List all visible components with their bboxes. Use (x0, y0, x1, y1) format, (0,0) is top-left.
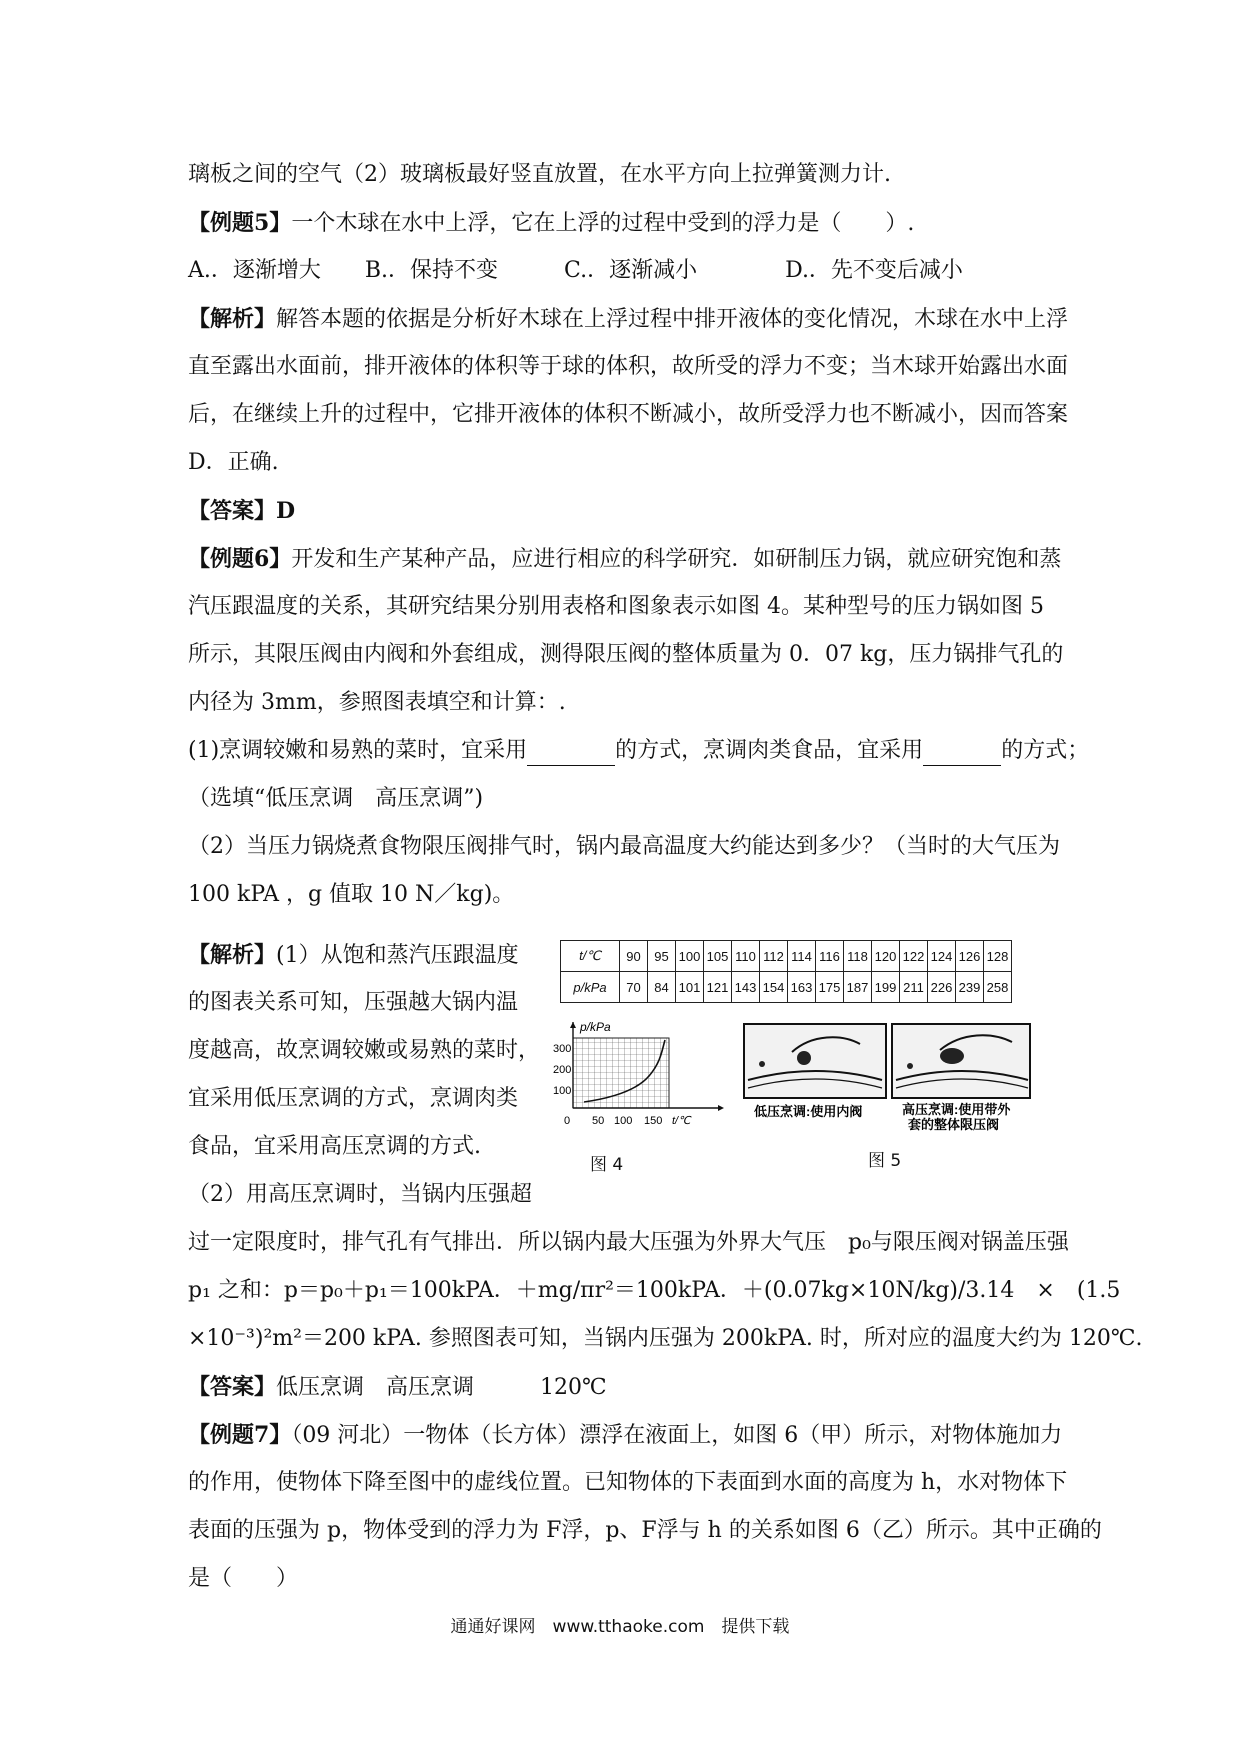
formula-line: ×10⁻³)²m²＝200 kPA. 参照图表可知，当锅内压强为 200kPA. 时，所对应的温度大约为 120℃. (188, 1326, 1143, 1351)
text-line: 过一定限度时，排气孔有气排出．所以锅内最大压强为外界大气压 p₀与限压阀对锅盖压强 (188, 1230, 1069, 1255)
example-5-heading: 【例题5】一个木球在水中上浮，它在上浮的过程中受到的浮力是（ ）. (188, 210, 915, 236)
text-line: 宜采用低压烹调的方式，烹调肉类 (188, 1086, 519, 1111)
table-cell: 121 (704, 972, 732, 1003)
table-cell: 199 (872, 972, 900, 1003)
figure-4-caption: 图 4 (590, 1155, 624, 1175)
text-line: 的图表关系可知，压强越大锅内温 (188, 990, 519, 1015)
example-6-heading: 【例题6】开发和生产某种产品，应进行相应的科学研究．如研制压力锅，就应研究饱和蒸 (188, 546, 1062, 572)
table-cell: 100 (676, 941, 704, 972)
tick-label: 150 (644, 1115, 663, 1127)
blank-1[interactable] (527, 743, 615, 766)
text-line: 璃板之间的空气（2）玻璃板最好竖直放置，在水平方向上拉弹簧测力计. (188, 162, 891, 187)
text-line: 后，在继续上升的过程中，它排开液体的体积不断减小，故所受浮力也不断减小，因而答案 (188, 402, 1069, 427)
table-cell: 126 (956, 941, 984, 972)
figure-5-illustration (742, 1022, 1032, 1132)
x-arrow (718, 1105, 724, 1111)
table-cell: 120 (872, 941, 900, 972)
text-line: 是（ ） (188, 1566, 299, 1591)
figure-5-caption: 图 5 (868, 1151, 902, 1171)
text-line: 100 kPA ，g 值取 10 N／kg)。 (188, 882, 515, 907)
graph-ylabel: p/kPa (580, 1020, 611, 1034)
table-cell: 116 (816, 941, 844, 972)
table-cell: 128 (984, 941, 1012, 972)
y-arrow (570, 1022, 576, 1028)
blank-2[interactable] (923, 743, 1001, 766)
table-cell: 175 (816, 972, 844, 1003)
figure-4-graph (552, 1018, 732, 1136)
table-cell: 163 (788, 972, 816, 1003)
inner-valve-icon (797, 1051, 811, 1065)
tick-label: 0 (564, 1115, 571, 1127)
table-row (561, 941, 1012, 972)
high-pressure-label-2: 套的整体限压阀 (908, 1117, 1000, 1132)
table-cell: 124 (928, 941, 956, 972)
analysis-line: 【解析】解答本题的依据是分析好木球在上浮过程中排开液体的变化情况，木球在水中上浮 (188, 306, 1069, 332)
tick-label: 300 (553, 1043, 572, 1055)
text-line: （2）当压力锅烧煮食物限压阀排气时，锅内最高温度大约能达到多少？（当时的大气压为 (188, 834, 1061, 859)
text-line: 食品，宜采用高压烹调的方式. (188, 1134, 481, 1159)
text-line: 汽压跟温度的关系，其研究结果分别用表格和图象表示如图 4。某种型号的压力锅如图 5 (188, 594, 1044, 619)
table-cell: 122 (900, 941, 928, 972)
text-line: 表面的压强为 p，物体受到的浮力为 F浮，p、F浮与 h 的关系如图 6（乙）所示。其中正确的 (188, 1518, 1102, 1543)
table-header-cell: t/℃ (561, 941, 620, 972)
table-cell: 70 (620, 972, 648, 1003)
table-cell: 258 (984, 972, 1012, 1003)
table-cell: 154 (760, 972, 788, 1003)
table-cell: 187 (844, 972, 872, 1003)
text-line: （选填“低压烹调 高压烹调”) (188, 786, 484, 811)
text-line: 内径为 3mm，参照图表填空和计算：. (188, 690, 566, 715)
table-cell: 226 (928, 972, 956, 1003)
table-cell: 114 (788, 941, 816, 972)
text-line: （2）用高压烹调时，当锅内压强超 (188, 1182, 532, 1207)
graph-grid (573, 1038, 669, 1108)
example-7-heading: 【例题7】（09 河北）一物体（长方体）漂浮在液面上，如图 6（甲）所示，对物体施加力 (188, 1422, 1063, 1448)
text-line: 所示，其限压阀由内阀和外套组成，测得限压阀的整体质量为 0．07 kg，压力锅排气孔的 (188, 642, 1064, 667)
text-line: D．正确. (188, 450, 279, 475)
options-line: A.．逐渐增大 B.．保持不变 C.．逐渐减小 D.．先不变后减小 (188, 258, 963, 283)
whole-valve-icon (940, 1048, 964, 1064)
table-cell: 90 (620, 941, 648, 972)
high-pressure-label: 高压烹调:使用带外 (902, 1102, 1011, 1117)
formula-line: p₁ 之和：p＝p₀＋p₁＝100kPA．＋mg/πr²＝100kPA．＋(0.07kg×10N/kg)/3.14 × (1.5 (188, 1278, 1121, 1303)
table-cell: 112 (760, 941, 788, 972)
text-line: 度越高，故烹调较嫩或易熟的菜时， (188, 1038, 541, 1063)
tick-label: 100 (553, 1085, 572, 1097)
table-cell: 211 (900, 972, 928, 1003)
tick-label: 100 (614, 1115, 633, 1127)
answer-line: 【答案】D (188, 498, 296, 524)
text-line: 直至露出水面前，排开液体的体积等于球的体积，故所受的浮力不变；当木球开始露出水面 (188, 354, 1069, 379)
table-cell: 110 (732, 941, 760, 972)
fill-blank-line: (1)烹调较嫩和易熟的菜时，宜采用 的方式，烹调肉类食品，宜采用 的方式； (188, 736, 1068, 766)
low-pressure-photo (744, 1024, 886, 1098)
table-cell: 95 (648, 941, 676, 972)
analysis-line: 【解析】(1）从饱和蒸汽压跟温度 (188, 942, 519, 968)
table-cell: 101 (676, 972, 704, 1003)
graph-xlabel: t/℃ (672, 1115, 691, 1127)
table-row (561, 972, 1012, 1003)
table-cell: 84 (648, 972, 676, 1003)
vapor-pressure-table (560, 940, 1012, 1003)
tick-label: 50 (592, 1115, 605, 1127)
answer-line: 【答案】低压烹调 高压烹调 120℃ (188, 1374, 607, 1400)
page-footer: 通通好课网 www.tthaoke.com 提供下载 (450, 1617, 790, 1637)
table-header-cell: p/kPa (561, 972, 620, 1003)
table-cell: 239 (956, 972, 984, 1003)
table-cell: 143 (732, 972, 760, 1003)
text-line: 的作用，使物体下降至图中的虚线位置。已知物体的下表面到水面的高度为 h，水对物体下 (188, 1470, 1068, 1495)
table-cell: 105 (704, 941, 732, 972)
tick-label: 200 (553, 1064, 572, 1076)
low-pressure-label: 低压烹调:使用内阀 (754, 1104, 863, 1119)
table-cell: 118 (844, 941, 872, 972)
